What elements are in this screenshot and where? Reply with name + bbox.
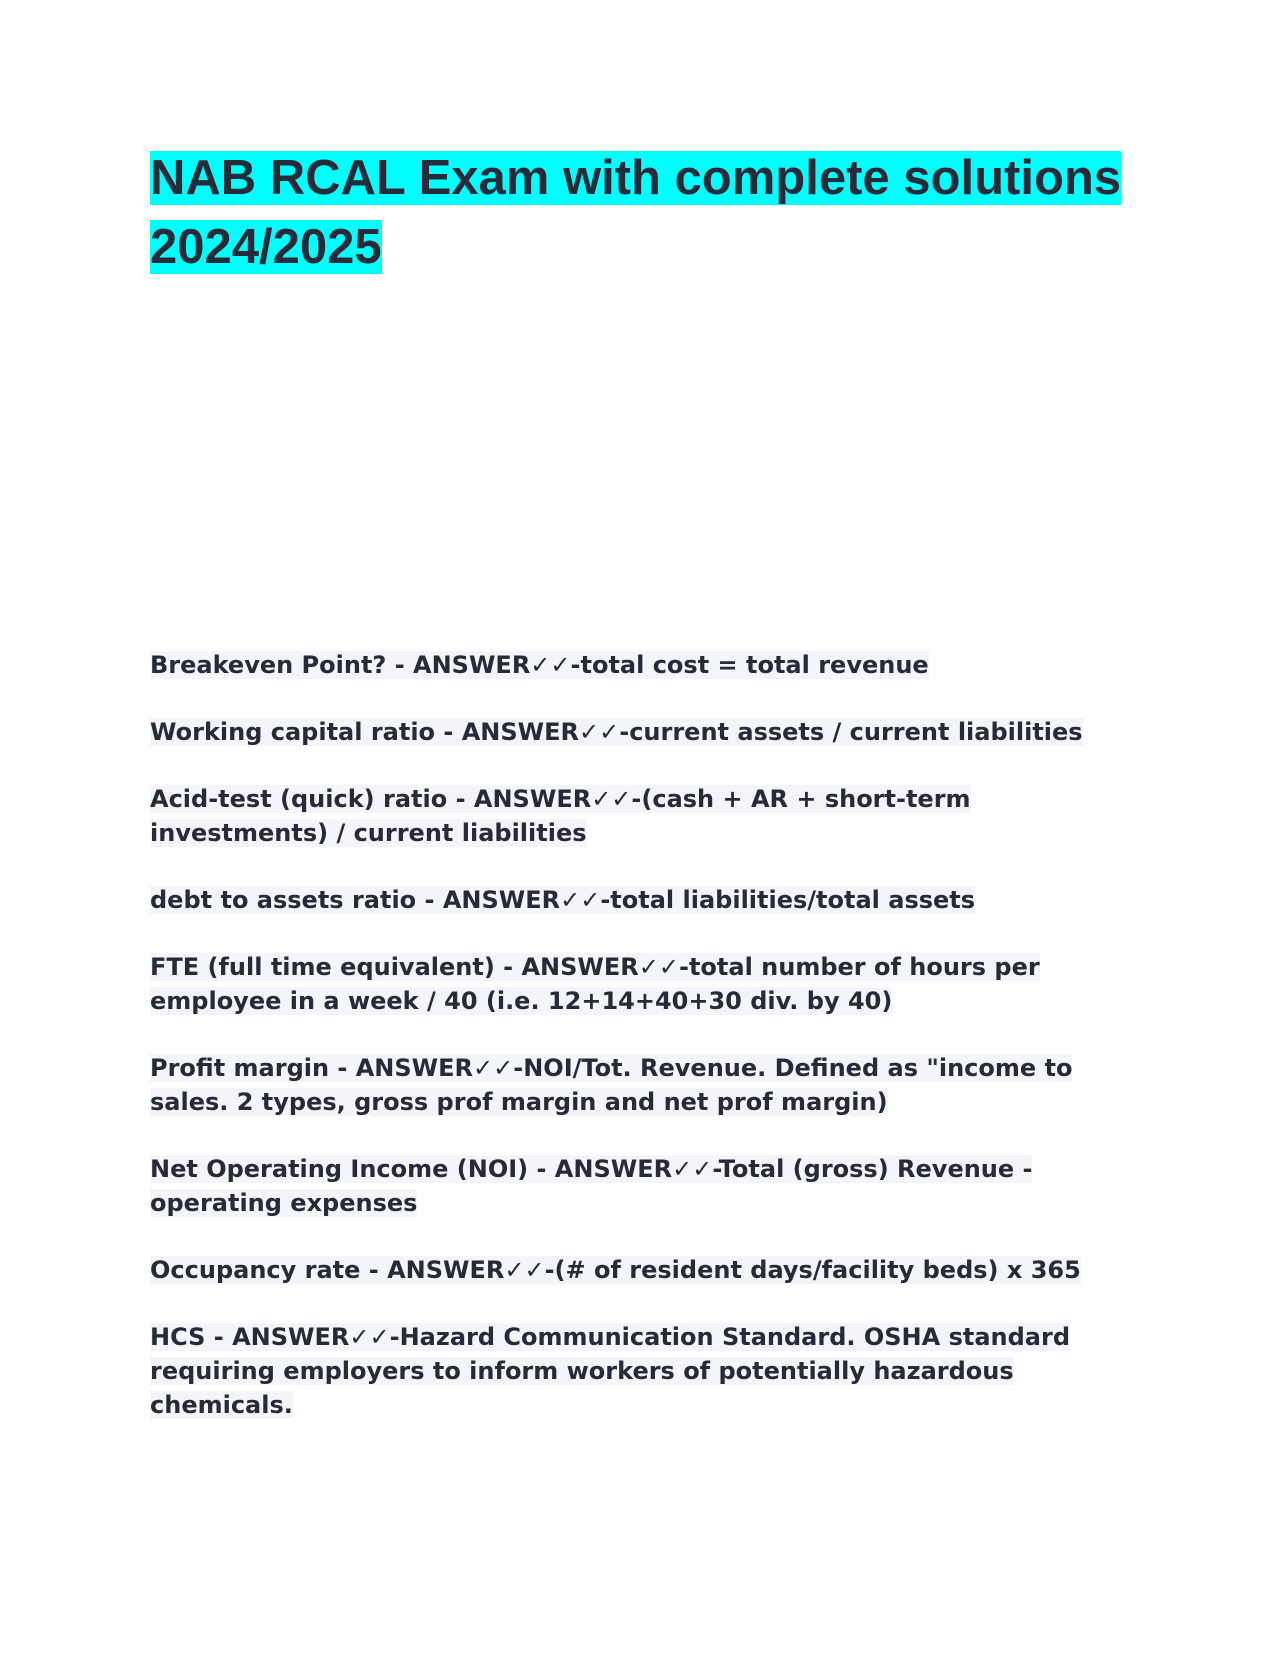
qa-item xyxy=(150,883,1140,917)
qa-item-text: FTE (full time equivalent) - ANSWER✓✓-total number of hours per employee in a week / 40 (i.e. 12+14+40+30 div. by 40) xyxy=(150,953,1040,1015)
qa-item-text: Profit margin - ANSWER✓✓-NOI/Tot. Revenue. Defined as "income to sales. 2 types, gross prof margin and net prof margin) xyxy=(150,1054,1073,1116)
qa-item-text: Net Operating Income (NOI) - ANSWER✓✓-Total (gross) Revenue - operating expenses xyxy=(150,1155,1033,1217)
qa-item xyxy=(150,1051,1140,1119)
qa-item xyxy=(150,1320,1140,1422)
qa-item-text: debt to assets ratio - ANSWER✓✓-total liabilities/total assets xyxy=(150,886,976,914)
qa-item-text: Occupancy rate - ANSWER✓✓-(# of resident days/facility beds) x 365 xyxy=(150,1256,1081,1284)
qa-item xyxy=(150,1152,1140,1220)
qa-item-text: HCS - ANSWER✓✓-Hazard Communication Standard. OSHA standard requiring employers to inform workers of potentially hazardous chemicals. xyxy=(150,1323,1070,1419)
qa-item-text: Acid-test (quick) ratio - ANSWER✓✓-(cash + AR + short-term investments) / current liabilities xyxy=(150,785,971,847)
qa-item xyxy=(150,1253,1140,1287)
qa-item-text: Working capital ratio - ANSWER✓✓-current assets / current liabilities xyxy=(150,718,1083,746)
qa-item xyxy=(150,950,1140,1018)
qa-item xyxy=(150,648,1140,682)
qa-item-text: Breakeven Point? - ANSWER✓✓-total cost = total revenue xyxy=(150,651,929,679)
document-title xyxy=(150,144,1130,282)
qa-item xyxy=(150,782,1140,850)
qa-list xyxy=(150,648,1140,1455)
qa-item xyxy=(150,715,1140,749)
document-title-text: NAB RCAL Exam with complete solutions 2024/2025 xyxy=(150,151,1122,274)
